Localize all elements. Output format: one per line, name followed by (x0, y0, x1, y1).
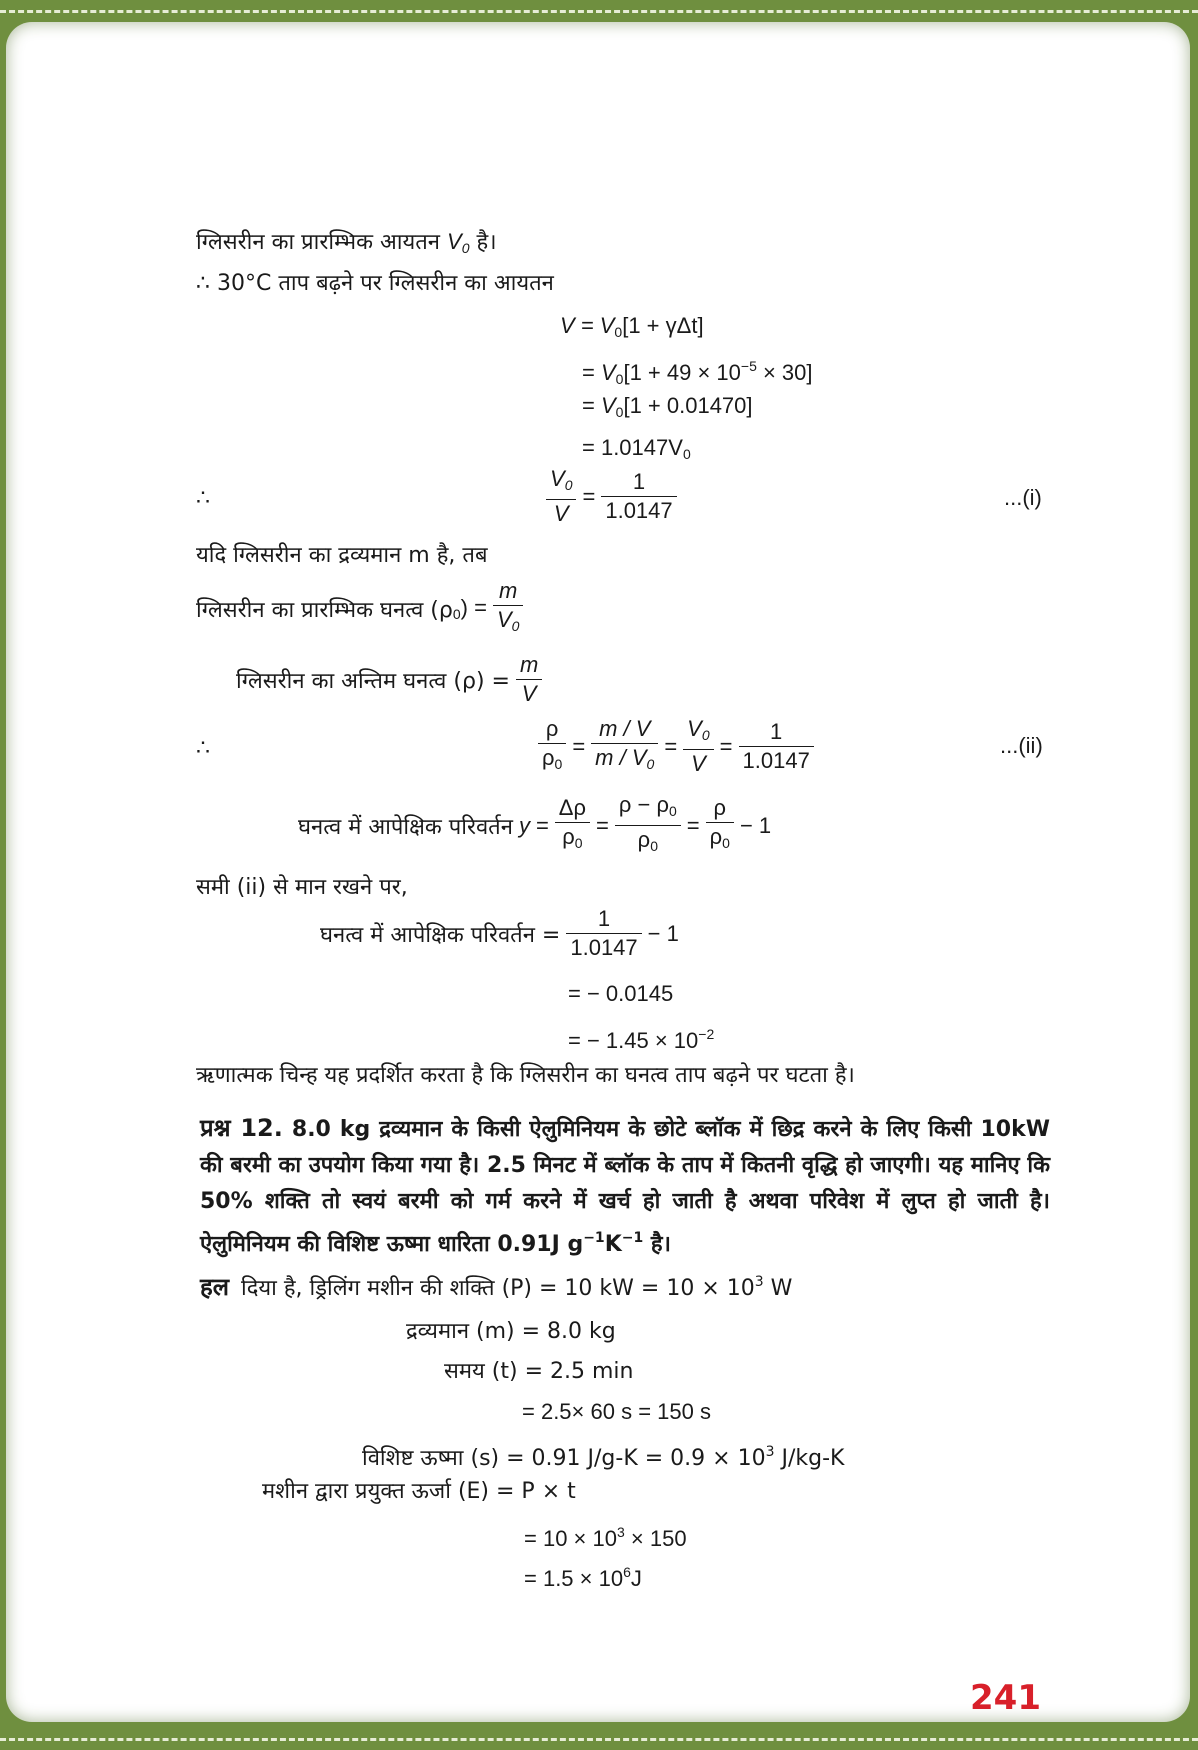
text-line-conclusion: ऋणात्मक चिन्ह यह प्रदर्शित करता है कि ग्लिसरीन का घनत्व ताप बढ़ने पर घटता है। (196, 1063, 855, 1088)
therefore-symbol-1: ∴ (196, 485, 210, 510)
question-12: प्रश्न 12. 8.0 kg द्रव्यमान के किसी ऐलुमिनियम के छोटे ब्लॉक में छिद्र करने के लिए किसी 10kW की बरमी का उपयोग किया गया है। 2.5 मिनट में ब्लॉक के ताप में कितनी वृद्धि हो जाएगी। यह मानिए कि 50% शक्ति तो स्वयं बरमी को गर्म करने में खर्च हो जाती है अथवा परिवेश में लुप्त हो जाती है। ऐलुमिनियम की विशिष्ट ऊष्मा धारिता 0.91J $g^{-1}K^{-1}$ है। (200, 1114, 1050, 1257)
therefore-symbol-2: ∴ (196, 735, 210, 760)
result-line-1: = − 0.0145 (568, 981, 674, 1006)
equation-number-ii: ...(ii) (1000, 733, 1043, 758)
equation-volume-1: $V = V_0[1 + \gamma\Delta t]$ (560, 313, 704, 340)
bottom-border-dashes (0, 1738, 1198, 1741)
solution-label: हल (200, 1273, 230, 1301)
equation-relative-change: घनत्व में आपेक्षिक परिवर्तन y = $\frac{\Delta\rho}{\rho_0}$ = $\frac{\rho - \rho_0}{\rho_0}$ = $\frac{\rho}{\rho_0}$ − 1 (298, 792, 772, 854)
solution-energy: मशीन द्वारा प्रयुक्त ऊर्जा (E) = P × t (262, 1479, 576, 1504)
equation-density-ratio-ii: $\frac{\rho}{\rho_0}$ = $\frac{m / V}{m / V_0}$ = $\frac{V_0}{V}$ = $\frac{1}{1.0147}$ (538, 716, 820, 777)
equation-number-i: ...(i) (1004, 485, 1042, 510)
solution-time-seconds: = 2.5× 60 s = 150 s (522, 1399, 711, 1424)
equation-volume-4: = $1.0147V_0$ (582, 435, 691, 462)
solution-given-power: हल दिया है, ड्रिलिंग मशीन की शक्ति (P) = 10 kW = $10 \times 10^3$ W (200, 1273, 793, 1301)
equation-initial-density: ग्लिसरीन का प्रारम्भिक घनत्व (ρ $_0$) = $\frac{m}{V_0}$ (196, 578, 529, 639)
question-label: प्रश्न 12. (200, 1114, 283, 1142)
equation-ratio-i: $\frac{V_0}{V}$ = $\frac{1}{1.0147}$ (546, 466, 683, 527)
equation-volume-3: = $V_0[1 + 0.01470]$ (582, 393, 753, 420)
text-line-substitute: समी (ii) से मान रखने पर, (196, 875, 408, 900)
text-line-initial-volume: ग्लिसरीन का प्रारम्भिक आयतन $V_0$ है। (196, 229, 497, 256)
page-number: 241 (970, 1678, 1041, 1718)
equation-relative-change-value: घनत्व में आपेक्षिक परिवर्तन = $\frac{1}{1.0147}$ − 1 (320, 906, 679, 960)
result-line-2: = − $1.45 \times 10^{-2}$ (568, 1026, 715, 1053)
solution-energy-2: = $10 \times 10^3 \times 150$ (524, 1524, 687, 1551)
equation-volume-2: = $V_0[1 + 49 \times 10^{-5} \times 30]$ (582, 358, 813, 387)
solution-energy-3: = $1.5 \times 10^6J$ (524, 1564, 642, 1591)
solution-mass: द्रव्यमान (m) = 8.0 kg (406, 1319, 616, 1344)
text-line-mass: यदि ग्लिसरीन का द्रव्यमान m है, तब (196, 543, 488, 568)
solution-specific-heat: विशिष्ट ऊष्मा (s) = 0.91 $J/g-K = 0.9 \times 10^3$ J/kg-K (362, 1444, 845, 1471)
solution-time: समय (t) = 2.5 min (444, 1359, 634, 1384)
top-border-dashes (0, 10, 1198, 13)
question-text: 8.0 kg द्रव्यमान के किसी ऐलुमिनियम के छोटे ब्लॉक में छिद्र करने के लिए किसी 10kW की बरमी का उपयोग किया गया है। 2.5 मिनट में ब्लॉक के ताप में कितनी वृद्धि हो जाएगी। यह मानिए कि 50% शक्ति तो स्वयं बरमी को गर्म करने में खर्च हो जाती है अथवा परिवेश में लुप्त हो जाती है। ऐलुमिनियम की विशिष्ट ऊष्मा धारिता 0.91J g (200, 1117, 1050, 1257)
text-line-volume-after-heating: ∴ 30°C ताप बढ़ने पर ग्लिसरीन का आयतन (196, 271, 554, 296)
equation-final-density: ग्लिसरीन का अन्तिम घनत्व (ρ) = $\frac{m}{V}$ (236, 652, 548, 707)
